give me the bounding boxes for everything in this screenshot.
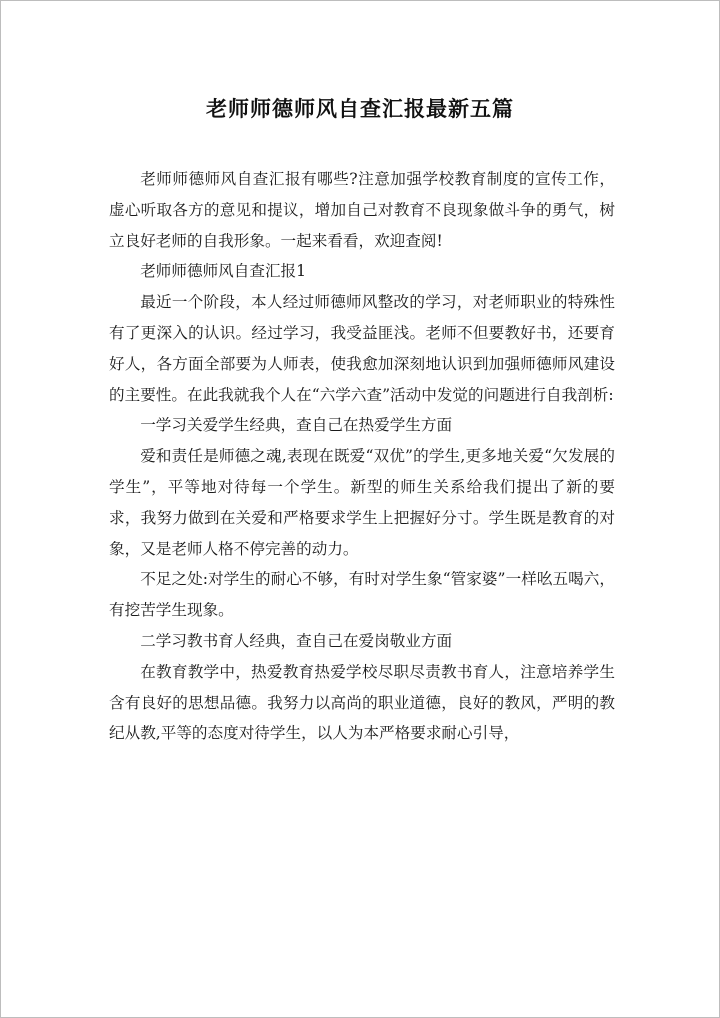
report-heading: 老师师德师风自查汇报1 — [140, 262, 307, 281]
document-title: 老师师德师风自查汇报最新五篇 — [206, 96, 514, 121]
document-body — [109, 164, 615, 749]
section-heading: 一学习关爱学生经典，查自己在热爱学生方面 — [140, 416, 453, 435]
body-paragraph: 不足之处:对学生的耐心不够，有时对学生象“管家婆”一样吆五喝六，有挖苦学生现象。 — [109, 570, 615, 620]
section-heading: 二学习教书育人经典，查自己在爱岗敬业方面 — [140, 631, 453, 650]
intro-paragraph: 老师师德师风自查汇报有哪些?注意加强学校教育制度的宣传工作，虚心听取各方的意见和提议，增加自己对教育不良现象做斗争的勇气，树立良好老师的自我形象。一起来看看，欢迎查阅! — [109, 170, 615, 250]
body-paragraph: 最近一个阶段，本人经过师德师风整改的学习，对老师职业的特殊性有了更深入的认识。经过学习，我受益匪浅。老师不但要教好书，还要育好人，各方面全部要为人师表，使我愈加深刻地认识到加强师德师风建设的主要性。在此我就我个人在“六学六查”活动中发觉的问题进行自我剖析: — [109, 293, 615, 404]
body-paragraph: 在教育教学中，热爱教育热爱学校尽职尽责教书育人，注意培养学生含有良好的思想品德。我努力以高尚的职业道德，良好的教风，严明的教纪从教,平等的态度对待学生，以人为本严格要求耐心引导， — [109, 662, 615, 743]
body-paragraph: 爱和责任是师德之魂,表现在既爱“双优”的学生,更多地关爱“欠发展的学生”，平等地对待每一个学生。新型的师生关系给我们提出了新的要求，我努力做到在关爱和严格要求学生上把握好分寸。学生既是教育的对象，又是老师人格不停完善的动力。 — [109, 447, 615, 558]
